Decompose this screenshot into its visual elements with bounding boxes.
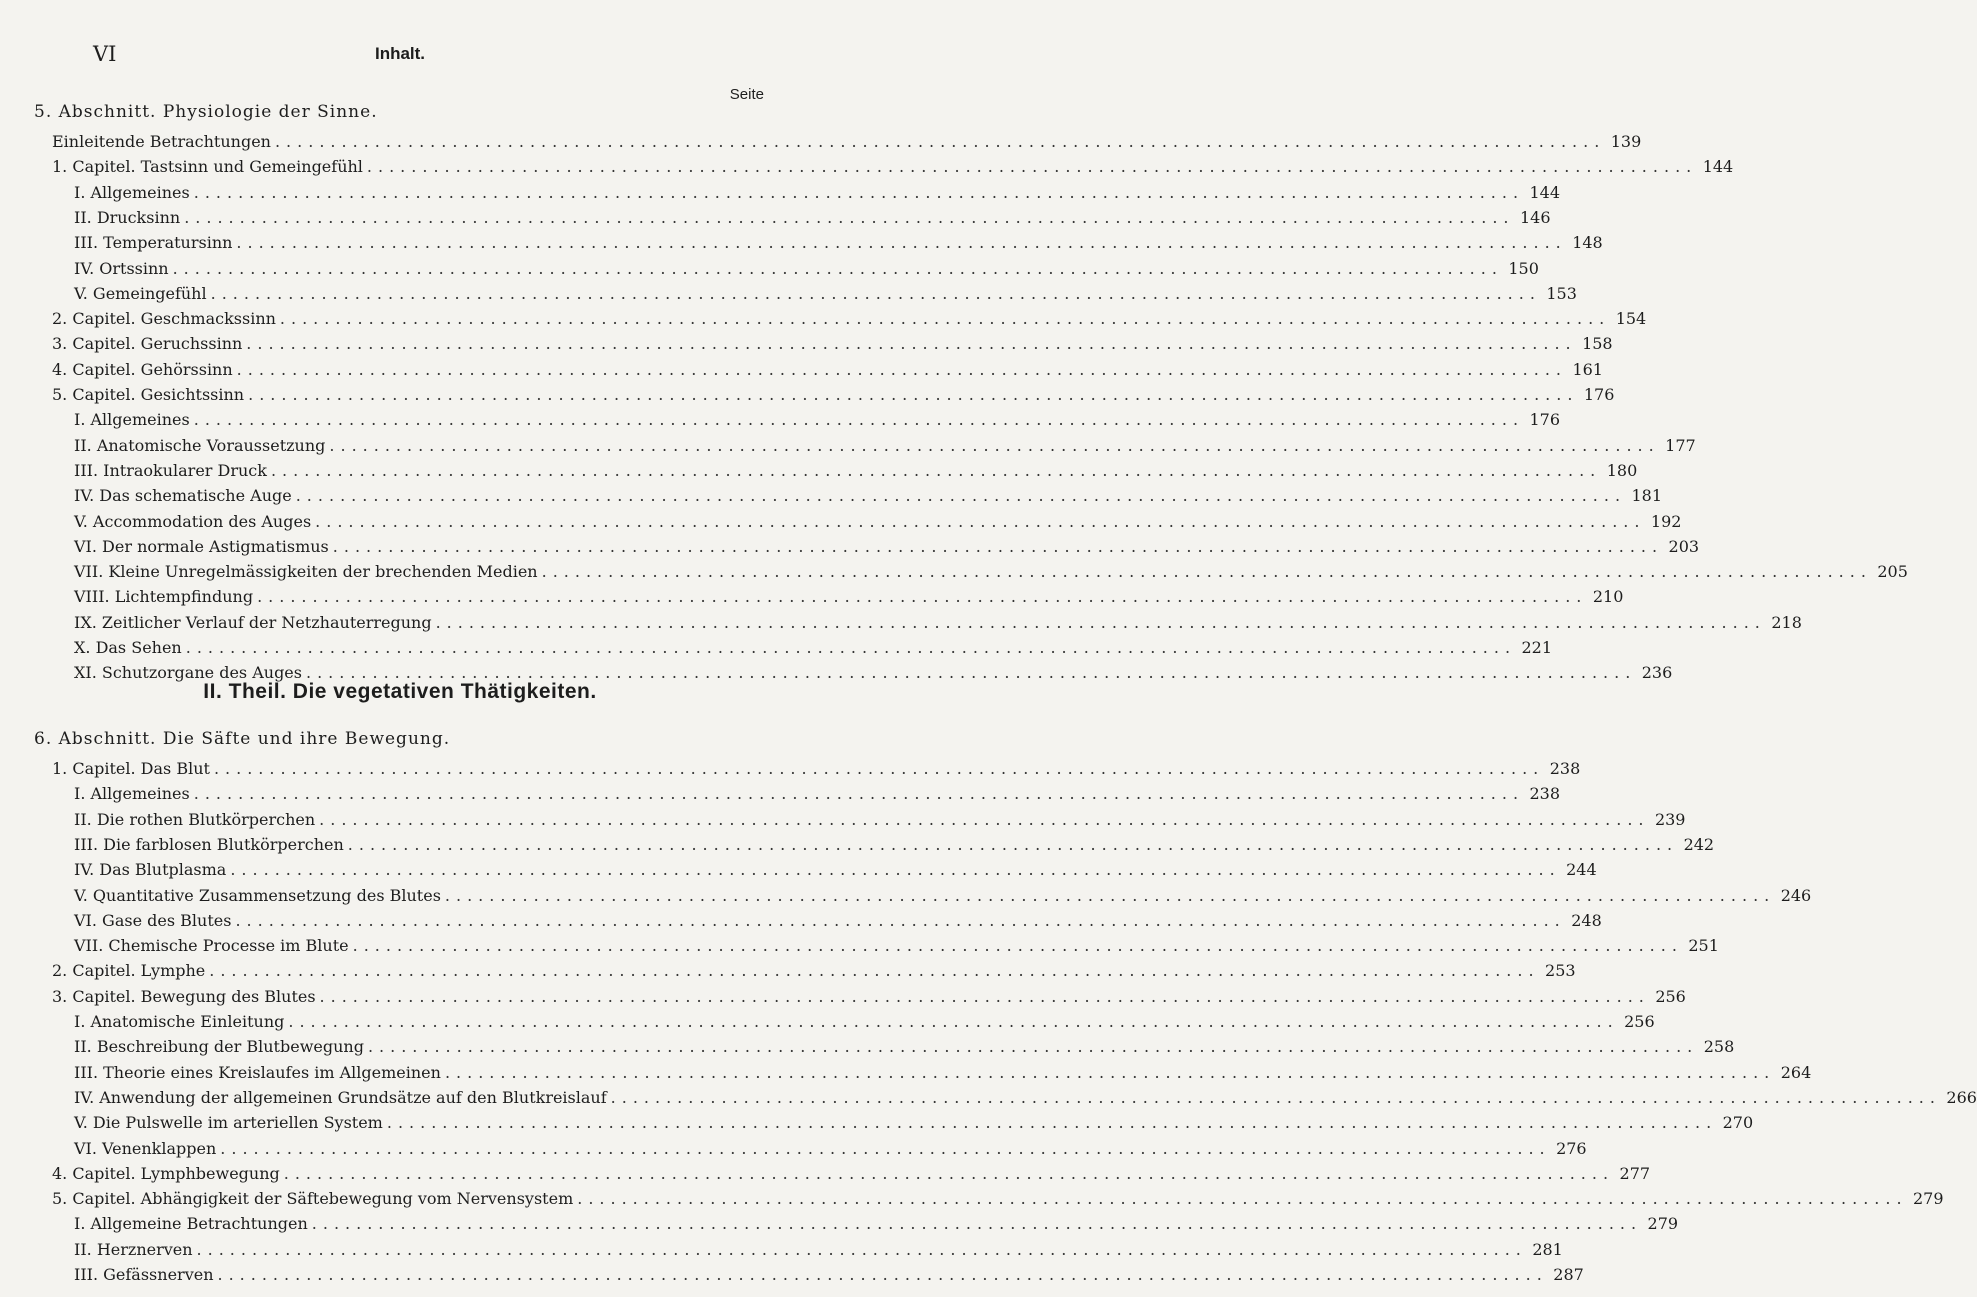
toc-entry-title: II. Die rothen Blutkörperchen: [74, 809, 316, 829]
toc-entry-page: 177: [1665, 435, 1696, 455]
toc-entry-title: II. Drucksinn: [74, 207, 181, 227]
toc-entry: [74, 409, 1561, 431]
leader-dots: ........................................................................................................................: [279, 309, 1611, 329]
toc-entry: [74, 435, 1696, 457]
leader-dots: ........................................................................................................................: [347, 834, 1679, 854]
leader-dots: ........................................................................................................................: [319, 809, 1650, 829]
leader-dots: ........................................................................................................................: [248, 385, 1579, 404]
leader-dots: ........................................................................................................................: [246, 334, 1577, 354]
leader-dots: ........................................................................................................................: [257, 587, 1588, 607]
leader-dots: ........................................................................................................................: [319, 986, 1650, 1006]
toc-entry-title: III. Temperatursinn: [74, 233, 233, 253]
toc-entry: [52, 156, 1734, 178]
toc-entry-title: VIII. Lichtempfindung: [74, 587, 254, 607]
toc-entry: [74, 561, 1908, 583]
toc-entry-page: 279: [1647, 1214, 1679, 1234]
leader-dots: ........................................................................................................................: [193, 784, 1525, 804]
leader-dots: ........................................................................................................................: [172, 258, 1503, 278]
toc-entry: [74, 586, 1624, 608]
leader-dots: ........................................................................................................................: [213, 759, 1545, 778]
toc-entry-page: 192: [1650, 511, 1682, 531]
toc-entry: [52, 960, 1576, 982]
leader-dots: ........................................................................................................................: [185, 638, 1517, 657]
leader-dots: ........................................................................................................................: [196, 1239, 1527, 1259]
toc-entry-title: V. Die Pulswelle im arteriellen System: [74, 1113, 383, 1133]
toc-entry-title: VI. Der normale Astigmatismus: [74, 536, 329, 556]
toc-entry: [52, 333, 1613, 355]
toc-entry-page: 264: [1780, 1062, 1812, 1082]
toc-entry: [52, 384, 1615, 406]
leader-dots: ........................................................................................................................: [210, 283, 1541, 303]
toc-entry: [74, 859, 1597, 881]
leader-dots: ........................................................................................................................: [193, 182, 1525, 202]
leader-dots: ........................................................................................................................: [236, 233, 1567, 253]
toc-entry: [74, 232, 1603, 254]
toc-entry: [74, 1011, 1655, 1033]
page-column-label: Seite: [729, 86, 764, 103]
toc-entry-title: 2. Capitel. Lymphe: [52, 961, 206, 981]
toc-entry-title: I. Allgemeines: [74, 784, 190, 804]
toc-entry-page: 218: [1771, 612, 1802, 632]
toc-entry: [74, 1264, 1584, 1286]
toc-entry: [74, 1213, 1679, 1235]
leader-dots: ........................................................................................................................: [217, 1265, 1548, 1284]
toc-entry-title: 4. Capitel. Lymphbewegung: [52, 1163, 280, 1183]
toc-entry-page: 153: [1546, 283, 1577, 303]
leader-dots: ........................................................................................................................: [209, 961, 1540, 981]
toc-entry: [52, 986, 1686, 1008]
leader-dots: ........................................................................................................................: [315, 511, 1646, 531]
toc-entry: [52, 758, 1581, 780]
toc-entry: [74, 885, 1812, 907]
toc-entry-page: 287: [1553, 1265, 1584, 1284]
toc-entry: [74, 283, 1577, 305]
toc-entry-page: 253: [1545, 961, 1576, 981]
toc-entry: [74, 637, 1553, 659]
leader-dots: ........................................................................................................................: [386, 1113, 1718, 1133]
toc-entry-title: V. Accommodation des Auges: [74, 511, 312, 531]
toc-entry-title: 1. Capitel. Tastsinn und Gemeingefühl: [52, 157, 363, 177]
leader-dots: ........................................................................................................................: [236, 359, 1567, 379]
toc-entry: [74, 511, 1682, 533]
toc-entry: [74, 258, 1539, 280]
toc-entry: [74, 809, 1686, 831]
leader-dots: ........................................................................................................................: [274, 132, 1606, 151]
toc-entry: [74, 1112, 1754, 1134]
toc-entry-title: III. Intraokularer Druck: [74, 460, 267, 480]
toc-entry-title: 3. Capitel. Bewegung des Blutes: [52, 986, 316, 1006]
leader-dots: ........................................................................................................................: [230, 860, 1561, 880]
toc-entry-page: 176: [1583, 385, 1615, 404]
toc-entry-title: I. Allgemeines: [74, 410, 190, 430]
leader-dots: ........................................................................................................................: [295, 486, 1627, 506]
toc-entry-title: 5. Capitel. Abhängigkeit der Säftebewegung vom Nervensystem: [52, 1189, 574, 1209]
toc-entry-page: 210: [1592, 587, 1624, 607]
toc-entry-title: II. Beschreibung der Blutbewegung: [74, 1037, 364, 1057]
leader-dots: ........................................................................................................................: [311, 1214, 1643, 1234]
toc-entry: [52, 308, 1647, 330]
toc-entry: [74, 783, 1561, 805]
toc-entry: [74, 485, 1663, 507]
toc-entry-title: VII. Kleine Unregelmässigkeiten der brechenden Medien: [74, 562, 538, 582]
toc-entry-page: 279: [1913, 1189, 1944, 1209]
toc-entry: [74, 536, 1700, 558]
leader-dots: ........................................................................................................................: [366, 157, 1698, 177]
toc-entry-title: I. Anatomische Einleitung: [74, 1012, 285, 1031]
toc-entry-page: 256: [1655, 986, 1686, 1006]
toc-entry-title: 4. Capitel. Gehörssinn: [52, 359, 233, 379]
leader-dots: ........................................................................................................................: [283, 1163, 1615, 1183]
leader-dots: ........................................................................................................................: [288, 1012, 1619, 1031]
toc-entry-title: III. Gefässnerven: [74, 1265, 214, 1284]
toc-entry-page: 148: [1572, 233, 1603, 253]
toc-entry-title: IV. Anwendung der allgemeinen Grundsätze auf den Blutkreislauf: [74, 1087, 607, 1107]
leader-dots: ........................................................................................................................: [541, 562, 1872, 582]
toc-entry: [74, 1138, 1587, 1160]
toc-entry-title: 5. Capitel. Gesichtssinn: [52, 385, 245, 404]
toc-entry-title: II. Anatomische Voraussetzung: [74, 435, 326, 455]
toc-entry-page: 258: [1703, 1037, 1735, 1057]
toc-entry-title: 3. Capitel. Geruchssinn: [52, 334, 243, 354]
leader-dots: ........................................................................................................................: [444, 1062, 1776, 1082]
toc-entry-title: Einleitende Betrachtungen: [52, 132, 271, 151]
toc-entry-page: 251: [1688, 936, 1719, 956]
toc-entry: [74, 612, 1802, 634]
leader-dots: ........................................................................................................................: [610, 1087, 1941, 1107]
leader-dots: ........................................................................................................................: [184, 207, 1515, 227]
toc-entry-title: X. Das Sehen: [74, 638, 182, 657]
page-number: VI: [93, 42, 117, 66]
toc-entry-title: VII. Chemische Processe im Blute: [74, 936, 349, 956]
running-header: [0, 42, 800, 66]
toc-entry-page: 146: [1519, 207, 1551, 227]
toc-entry: [52, 131, 1642, 153]
toc-entry: [74, 182, 1561, 204]
toc-entry-title: XI. Schutzorgane des Auges: [74, 663, 302, 683]
toc-entry: [52, 359, 1603, 381]
toc-entry-page: 266: [1946, 1087, 1977, 1107]
toc-entry-page: 139: [1610, 132, 1642, 151]
toc-entry-page: 176: [1529, 410, 1561, 430]
leader-dots: ........................................................................................................................: [235, 910, 1566, 930]
toc-entry-page: 248: [1571, 910, 1602, 930]
toc-entry-page: 256: [1624, 1012, 1655, 1031]
section-5-title: 5. Abschnitt. Physiologie der Sinne.: [34, 102, 378, 122]
toc-entry: [74, 1239, 1563, 1261]
toc-entry-title: II. Herznerven: [74, 1239, 193, 1259]
leader-dots: ........................................................................................................................: [352, 936, 1683, 956]
leader-dots: ........................................................................................................................: [577, 1189, 1908, 1209]
toc-entry-title: I. Allgemeines: [74, 182, 190, 202]
section-6-title: 6. Abschnitt. Die Säfte und ihre Bewegung.: [34, 729, 451, 749]
toc-entry-page: 239: [1654, 809, 1686, 829]
toc-entry-page: 238: [1549, 759, 1581, 778]
leader-dots: ........................................................................................................................: [305, 663, 1637, 683]
toc-entry-page: 144: [1702, 157, 1734, 177]
toc-entry: [74, 207, 1551, 229]
toc-entry-title: 2. Capitel. Geschmackssinn: [52, 309, 276, 329]
toc-entry-page: 244: [1566, 860, 1597, 880]
toc-entry-title: VI. Venenklappen: [74, 1138, 217, 1158]
toc-entry-page: 158: [1582, 334, 1613, 354]
toc-entry-title: III. Die farblosen Blutkörperchen: [74, 834, 344, 854]
leader-dots: ........................................................................................................................: [329, 435, 1660, 455]
toc-entry: [74, 910, 1602, 932]
toc-entry-page: 246: [1780, 885, 1812, 905]
toc-entry-title: V. Gemeingefühl: [74, 283, 207, 303]
toc-entry-title: IV. Das schematische Auge: [74, 486, 292, 506]
leader-dots: ........................................................................................................................: [332, 536, 1664, 556]
leader-dots: ........................................................................................................................: [220, 1138, 1551, 1158]
toc-entry-page: 281: [1532, 1239, 1563, 1259]
toc-entry-title: I. Allgemeine Betrachtungen: [74, 1214, 308, 1234]
running-title: Inhalt.: [374, 44, 426, 63]
leader-dots: ........................................................................................................................: [270, 460, 1602, 480]
toc-entry-title: IX. Zeitlicher Verlauf der Netzhauterregung: [74, 612, 432, 632]
toc-entry-page: 205: [1877, 562, 1908, 582]
toc-entry-page: 154: [1615, 309, 1647, 329]
toc-entry-title: V. Quantitative Zusammensetzung des Blutes: [74, 885, 441, 905]
toc-entry-page: 161: [1572, 359, 1603, 379]
leader-dots: ........................................................................................................................: [193, 410, 1525, 430]
toc-entry-title: VI. Gase des Blutes: [74, 910, 232, 930]
leader-dots: ........................................................................................................................: [435, 612, 1766, 632]
toc-entry-page: 270: [1722, 1113, 1754, 1133]
toc-entry-page: 150: [1508, 258, 1539, 278]
toc-entry-page: 181: [1631, 486, 1663, 506]
toc-entry: [74, 834, 1715, 856]
toc-entry: [74, 1036, 1735, 1058]
toc-entry: [74, 1062, 1812, 1084]
toc-entry-page: 221: [1521, 638, 1553, 657]
toc-entry-title: 1. Capitel. Das Blut: [52, 759, 210, 778]
toc-entry: [52, 1188, 1944, 1210]
toc-entry: [74, 460, 1638, 482]
toc-entry-page: 277: [1619, 1163, 1651, 1183]
part-2-heading: II. Theil. Die vegetativen Thätigkeiten.: [203, 680, 597, 703]
toc-entry-page: 144: [1529, 182, 1561, 202]
toc-entry-title: IV. Ortssinn: [74, 258, 169, 278]
toc-entry-page: 276: [1556, 1138, 1587, 1158]
toc-entry-page: 203: [1668, 536, 1700, 556]
toc-entry-page: 180: [1606, 460, 1638, 480]
toc-entry: [52, 1163, 1651, 1185]
leader-dots: ........................................................................................................................: [367, 1037, 1699, 1057]
toc-entry-title: III. Theorie eines Kreislaufes im Allgemeinen: [74, 1062, 441, 1082]
toc-entry-page: 242: [1683, 834, 1715, 854]
toc-entry: [74, 1087, 1977, 1109]
toc-entry-title: IV. Das Blutplasma: [74, 860, 227, 880]
leader-dots: ........................................................................................................................: [444, 885, 1776, 905]
toc-entry-page: 236: [1641, 663, 1673, 683]
toc-entry-page: 238: [1529, 784, 1561, 804]
toc-entry: [74, 935, 1719, 957]
